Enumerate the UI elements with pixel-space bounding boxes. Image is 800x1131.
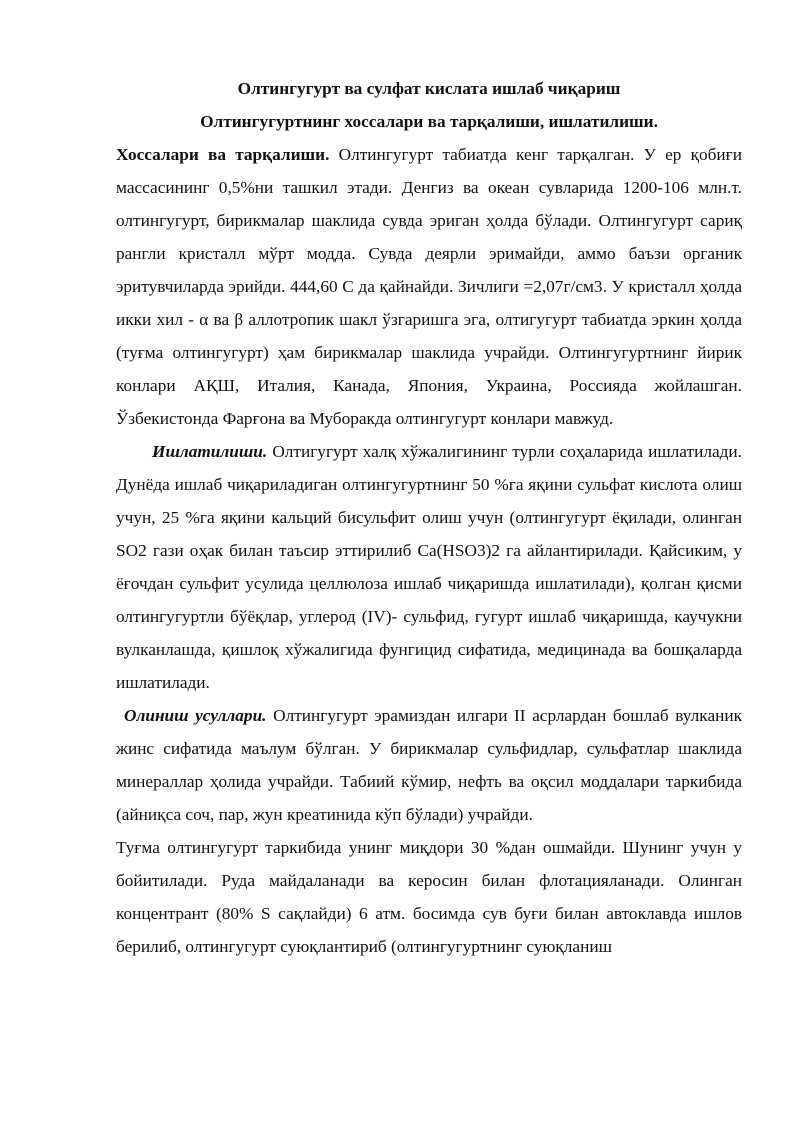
section-lead: Хоссалари ва тарқалиши. xyxy=(116,145,330,164)
section-lead: Ишлатилиши. xyxy=(152,442,268,461)
document-subtitle: Олтингугуртнинг хоссалари ва тарқалиши, ишлатилиши. xyxy=(200,112,658,131)
section-text: Олтигугурт халқ хўжалигининг турли соҳаларида ишлатилади. Дунёда ишлаб чиқариладиган олтингугуртнинг 50 %га яқини сульфат кислота олиш учун, 25 %га яқини кальций бисульфит олиш учун (олтингугурт ёқилади, олинган SO2 гази оҳак билан таъсир эттирилиб Са(HSO3)2 га айлантирилади. Қайсиким, у ёғочдан сульфит усулида целлюлоза ишлаб чиқаришда ишлатилади), қолган қисми олтингугуртли бўёқлар, углерод (IV)- сульфид, гугурт ишлаб чиқаришда, каучукни вулканлашда, қишлоқ хўжалигида фунгицид сифатида, медицинада ва бошқаларда ишлатилади. xyxy=(116,442,742,692)
section-lead: Олиниш усуллари. xyxy=(124,706,267,725)
section-usage xyxy=(116,435,742,699)
section-text: Олтингугурт табиатда кенг тарқалган. У ер қобиғи массасининг 0,5%ни ташкил этади. Денгиз ва океан сувларида 1200-106 млн.т. олтингугурт, бирикмалар шаклида сувда эриган ҳолда бўлади. Олтингугурт сариқ рангли кристалл мўрт модда. Сувда деярли эримайди, аммо баъзи органик эритувчиларда эрийди. 444,60 С да қайнайди. Зичлиги =2,07г/см3. У кристалл ҳолда икки хил - α ва β аллотропик шакл ўзгаришга эга, олтигугурт табиатда эркин ҳолда (туғма олтингугурт) ҳам бирикмалар шаклида учрайди. Олтингугуртнинг йирик конлари АҚШ, Италия, Канада, Япония, Украина, Россияда жойлашган. Ўзбекистонда Фарғона ва Муборакда олтингугурт конлари мавжуд. xyxy=(116,145,742,428)
document-title: Олтингугурт ва сулфат кислата ишлаб чиқариш xyxy=(237,79,621,98)
section-production-methods xyxy=(116,699,742,831)
document-page xyxy=(116,72,742,963)
section-native-sulfur xyxy=(116,831,742,963)
section-text: Олтингугурт эрамиздан илгари II асрлардан бошлаб вулканик жинс сифатида маълум бўлган. У бирикмалар сульфидлар, сульфатлар шаклида минераллар ҳолида учрайди. Табиий кўмир, нефть ва оқсил моддалари таркибида (айниқса соч, пар, жун креатинида кўп бўлади) учрайди. xyxy=(116,706,743,824)
section-text: Туғма олтингугурт таркибида унинг миқдори 30 %дан ошмайди. Шунинг учун у бойитилади. Руда майдаланади ва керосин билан флотацияланади. Олинган концентрант (80% S сақлайди) 6 атм. босимда сув буғи билан автоклавда ишлов берилиб, олтингугурт суюқлантириб (олтингугуртнинг суюқланиш xyxy=(116,838,742,956)
section-properties xyxy=(116,138,742,435)
